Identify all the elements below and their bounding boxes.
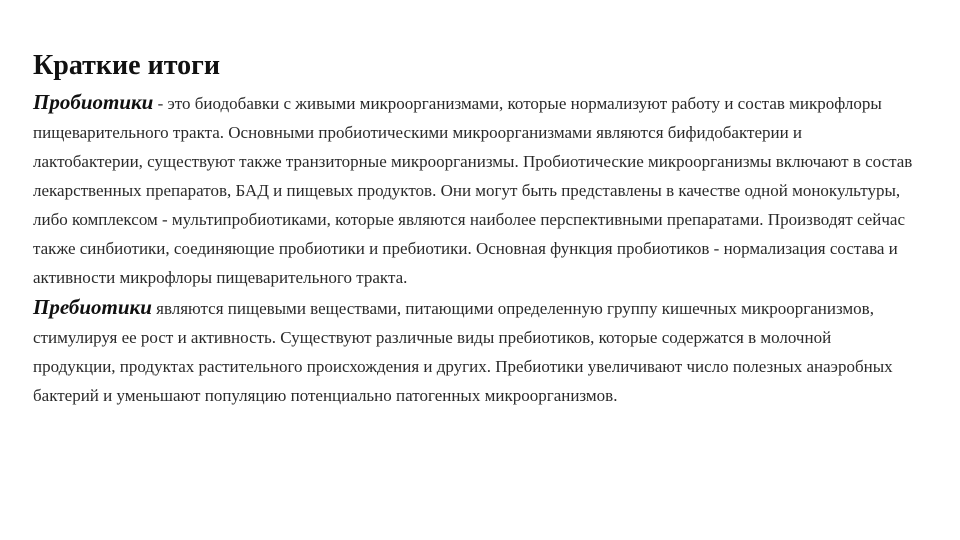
probiotics-term: Пробиотики [33,90,154,114]
prebiotics-term: Пребиотики [33,295,152,319]
prebiotics-text: являются пищевыми веществами, питающими определенную группу кишечных микроорганизмов, стимулируя ее рост и активность. Существуют различные виды пребиотиков, которые содержатся в молочной продукции, продуктах растительного происхождения и других. Пребиотики увеличивают число полезных анаэробных бактерий и уменьшают популяцию потенциально патогенных микроорганизмов. [33,299,893,405]
prebiotics-paragraph [33,293,913,410]
slide-title: Краткие итоги [33,50,220,81]
slide-content [33,48,913,410]
probiotics-paragraph [33,88,913,292]
probiotics-text: - это биодобавки с живыми микроорганизмами, которые нормализуют работу и состав микрофлоры пищеварительного тракта. Основными пробиотическими микроорганизмами являются бифидобактерии и лактобактерии, существуют также транзиторные микроорганизмы. Пробиотические микроорганизмы включают в состав лекарственных препаратов, БАД и пищевых продуктов. Они могут быть представлены в качестве одной монокультуры, либо комплексом - мультипробиотиками, которые являются наиболее перспективными препаратами. Производят сейчас также синбиотики, соединяющие пробиотики и пребиотики. Основная функция пробиотиков - нормализация состава и активности микрофлоры пищеварительного тракта. [33,94,913,287]
